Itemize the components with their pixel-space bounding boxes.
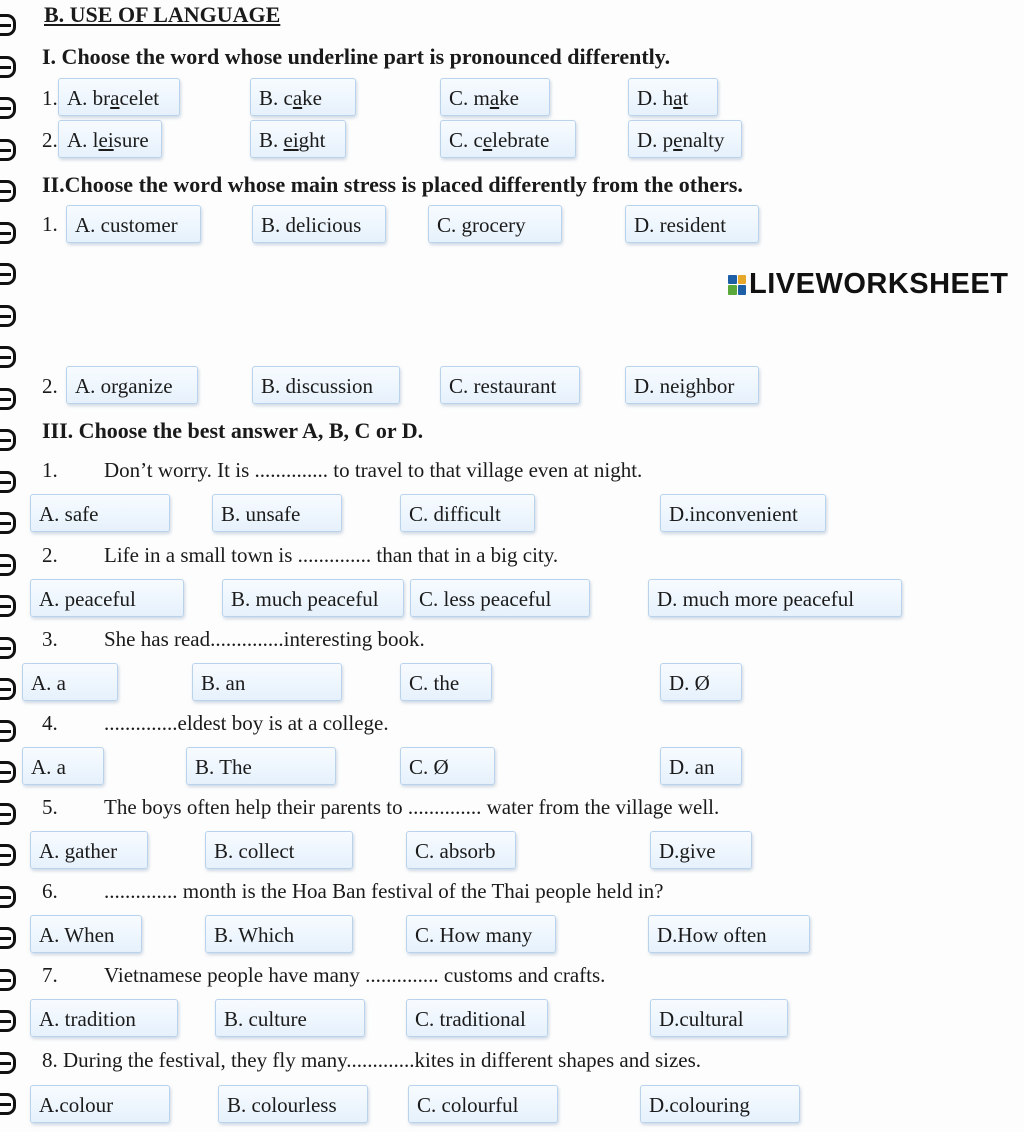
s2-q1-option-b[interactable]: B. delicious: [252, 205, 386, 243]
s3-q5-option-b[interactable]: B. collect: [205, 831, 353, 869]
binder-ring: [0, 595, 16, 617]
s3-q1-option-d[interactable]: D.inconvenient: [660, 494, 826, 532]
binder-ring: [0, 1052, 16, 1074]
page-title: B. USE OF LANGUAGE: [44, 2, 281, 27]
binder-ring: [0, 512, 16, 534]
binder-ring: [0, 720, 16, 742]
s1-q1-option-a[interactable]: [58, 78, 180, 116]
s3-q2-option-b[interactable]: B. much peaceful: [222, 579, 404, 617]
option-text: ght: [298, 128, 326, 152]
binder-ring: [0, 222, 16, 244]
binder-ring: [0, 554, 16, 576]
s3-q1-number: 1.: [42, 458, 58, 482]
s3-q8-text: 8. During the festival, they fly many.............kites in different shapes and sizes.: [42, 1048, 702, 1072]
s3-q3-option-c[interactable]: C. the: [400, 663, 492, 701]
binder-ring: [0, 886, 16, 908]
option-text: D. p: [637, 128, 674, 152]
s3-q8-option-d[interactable]: D.colouring: [640, 1085, 800, 1123]
section1-heading: I. Choose the word whose underline part is pronounced differently.: [42, 44, 671, 69]
binder-ring: [0, 1093, 16, 1115]
s1-q1-number: 1.: [42, 86, 58, 110]
binder-ring: [0, 139, 16, 161]
s3-q7-option-b[interactable]: B. culture: [215, 999, 365, 1037]
underlined-part: a: [292, 86, 303, 110]
option-text: nalty: [682, 128, 725, 152]
s3-q1-option-c[interactable]: C. difficult: [400, 494, 535, 532]
s2-q2-number: 2.: [42, 374, 58, 398]
option-text: celet: [119, 86, 160, 110]
liveworksheet-logo-icon: [728, 275, 746, 295]
binder-ring: [0, 637, 16, 659]
binder-ring: [0, 388, 16, 410]
s3-q6-option-b[interactable]: B. Which: [205, 915, 353, 953]
binder-ring: [0, 1010, 16, 1032]
underlined-part: a: [110, 86, 120, 110]
s3-q5-text: The boys often help their parents to .............. water from the village well.: [104, 795, 720, 819]
s3-q4-option-b[interactable]: B. The: [186, 747, 336, 785]
s3-q4-option-a[interactable]: A. a: [22, 747, 104, 785]
liveworksheet-logo-text: LIVEWORKSHEET: [749, 268, 1009, 300]
binder-ring: [0, 263, 16, 285]
s1-q1-option-b[interactable]: [250, 78, 356, 116]
underlined-part: ei: [98, 128, 114, 152]
s1-q2-option-d[interactable]: [628, 120, 742, 158]
s1-q2-option-b[interactable]: [250, 120, 346, 158]
s3-q7-option-a[interactable]: A. tradition: [30, 999, 178, 1037]
section3-heading: III. Choose the best answer A, B, C or D.: [42, 418, 424, 443]
s3-q7-number: 7.: [42, 963, 58, 987]
s3-q2-option-c[interactable]: C. less peaceful: [410, 579, 590, 617]
option-text: A. l: [67, 128, 99, 152]
binder-ring: [0, 429, 16, 451]
binder-ring: [0, 14, 16, 36]
s2-q2-option-d[interactable]: D. neighbor: [625, 366, 759, 404]
option-text: C. m: [449, 86, 490, 110]
binder-ring: [0, 678, 16, 700]
s3-q7-option-c[interactable]: C. traditional: [406, 999, 548, 1037]
s3-q5-option-a[interactable]: A. gather: [30, 831, 148, 869]
s3-q8-option-b[interactable]: B. colourless: [218, 1085, 368, 1123]
s3-q6-option-c[interactable]: C. How many: [406, 915, 556, 953]
binder-ring: [0, 844, 16, 866]
binder-ring: [0, 180, 16, 202]
option-text: ke: [499, 86, 519, 110]
option-text: B. c: [259, 86, 293, 110]
s3-q4-option-d[interactable]: D. an: [660, 747, 742, 785]
underlined-part: ei: [283, 128, 299, 152]
binder-ring: [0, 927, 16, 949]
s2-q1-number: 1.: [42, 212, 58, 236]
binder-ring: [0, 97, 16, 119]
s3-q5-number: 5.: [42, 795, 58, 819]
s3-q1-option-a[interactable]: A. safe: [30, 494, 170, 532]
s3-q4-text: ..............eldest boy is at a college.: [104, 711, 389, 735]
s3-q3-option-a[interactable]: A. a: [22, 663, 118, 701]
section2-heading: II.Choose the word whose main stress is placed differently from the others.: [42, 172, 743, 197]
s3-q5-option-c[interactable]: C. absorb: [406, 831, 516, 869]
s3-q8-option-c[interactable]: C. colourful: [408, 1085, 558, 1123]
s1-q1-option-c[interactable]: [440, 78, 550, 116]
s2-q1-option-c[interactable]: C. grocery: [428, 205, 562, 243]
s1-q2-option-c[interactable]: [440, 120, 576, 158]
s1-q2-option-a[interactable]: [58, 120, 162, 158]
s3-q6-option-a[interactable]: A. When: [30, 915, 142, 953]
s3-q3-text: She has read..............interesting book.: [104, 627, 425, 651]
s3-q4-option-c[interactable]: C. Ø: [400, 747, 495, 785]
s3-q1-option-b[interactable]: B. unsafe: [212, 494, 342, 532]
option-text: sure: [113, 128, 149, 152]
s3-q1-text: Don’t worry. It is .............. to travel to that village even at night.: [104, 458, 643, 482]
s3-q7-text: Vietnamese people have many .............. customs and crafts.: [104, 963, 606, 987]
s3-q3-option-b[interactable]: B. an: [192, 663, 342, 701]
s2-q1-option-d[interactable]: D. resident: [625, 205, 759, 243]
option-text: ke: [302, 86, 322, 110]
s3-q3-option-d[interactable]: D. Ø: [660, 663, 742, 701]
s2-q2-option-b[interactable]: B. discussion: [252, 366, 400, 404]
option-text: B.: [259, 128, 284, 152]
s3-q7-option-d[interactable]: D.cultural: [650, 999, 788, 1037]
s1-q1-option-d[interactable]: [628, 78, 718, 116]
s3-q2-number: 2.: [42, 543, 58, 567]
s3-q6-option-d[interactable]: D.How often: [648, 915, 810, 953]
s3-q2-option-d[interactable]: D. much more peaceful: [648, 579, 902, 617]
binder-rings: [0, 0, 22, 1132]
underlined-part: e: [482, 128, 493, 152]
option-text: A. br: [67, 86, 111, 110]
liveworksheet-logo: [728, 268, 1008, 301]
option-text: C. c: [449, 128, 483, 152]
s3-q8-option-a[interactable]: A.colour: [30, 1085, 170, 1123]
option-text: t: [682, 86, 689, 110]
underlined-part: a: [489, 86, 500, 110]
s3-q2-text: Life in a small town is .............. than that in a big city.: [104, 543, 559, 567]
binder-ring: [0, 761, 16, 783]
binder-ring: [0, 471, 16, 493]
s3-q2-option-a[interactable]: A. peaceful: [30, 579, 184, 617]
option-text: D. h: [637, 86, 674, 110]
s3-q6-text: .............. month is the Hoa Ban festival of the Thai people held in?: [104, 879, 664, 903]
s1-q2-number: 2.: [42, 128, 58, 152]
option-text: lebrate: [492, 128, 550, 152]
s3-q6-number: 6.: [42, 879, 58, 903]
underlined-part: a: [673, 86, 683, 110]
underlined-part: e: [673, 128, 683, 152]
s2-q2-option-a[interactable]: A. organize: [66, 366, 198, 404]
s2-q2-option-c[interactable]: C. restaurant: [440, 366, 580, 404]
s3-q5-option-d[interactable]: D.give: [650, 831, 752, 869]
s3-q3-number: 3.: [42, 627, 58, 651]
binder-ring: [0, 969, 16, 991]
s3-q4-number: 4.: [42, 711, 58, 735]
binder-ring: [0, 305, 16, 327]
binder-ring: [0, 346, 16, 368]
binder-ring: [0, 56, 16, 78]
s2-q1-option-a[interactable]: A. customer: [66, 205, 201, 243]
binder-ring: [0, 803, 16, 825]
